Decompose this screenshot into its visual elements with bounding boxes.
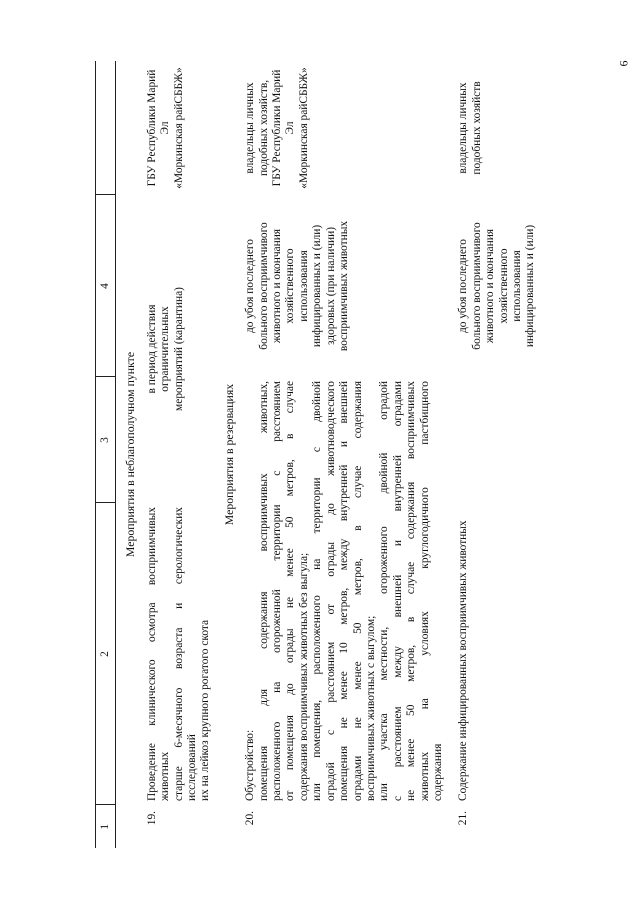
- section-heading-row: [215, 61, 242, 848]
- text-line: или помещения, расположенного на территории с двойной: [311, 381, 324, 801]
- text-line: их на лейкоз крупного рогатого скота: [199, 619, 212, 801]
- text-line: помещения не менее 10 метров, между внутренней и внешней: [338, 381, 351, 801]
- row-period: [447, 195, 539, 377]
- text-line: с расстоянием между внешней и внутренней оградами: [391, 381, 404, 801]
- text-line: «Моркинская райСББЖ»: [172, 67, 185, 189]
- text-line: Обустройство:: [244, 729, 257, 801]
- page-number: 6: [616, 60, 631, 67]
- text-line: Проведение клинического осмотра восприимчивых животных: [145, 507, 172, 801]
- text-line: больного восприимчивого: [470, 222, 483, 350]
- section-title: Мероприятия в резервациях: [221, 383, 236, 526]
- row-responsible: [144, 61, 215, 195]
- text-line: восприимчивых животных с выгулом;: [364, 615, 377, 801]
- row-description: [144, 503, 215, 805]
- column-header-3: 3: [96, 377, 116, 503]
- row-responsible: [447, 61, 539, 195]
- text-line: содержания восприимчивых животных без выгула;: [297, 552, 310, 801]
- text-line: инфицированных и (или): [524, 224, 537, 348]
- text-line: в период действия: [145, 304, 158, 394]
- text-line: восприимчивых животных: [338, 220, 351, 352]
- column-header-4: 4: [96, 195, 116, 377]
- text-line: использования: [510, 250, 523, 322]
- text-line: хозяйственного: [497, 248, 510, 324]
- text-line: ГБУ Республики Марий Эл: [271, 69, 297, 187]
- text-line: ГБУ Республики Марий Эл: [145, 69, 172, 187]
- text-line: расположенного на огороженной территории с расстоянием: [271, 381, 284, 801]
- text-line: оградой с расстоянием от ограды до животноводческого: [324, 381, 337, 801]
- text-line: животного и окончания: [271, 228, 284, 344]
- text-line: владельцы личных: [244, 82, 257, 174]
- text-line: до убоя последнего: [244, 239, 257, 333]
- text-line: или участка местности, огороженного двойной оградой: [378, 381, 391, 801]
- text-line: больного восприимчивого: [257, 222, 270, 350]
- column-header-1: 1: [96, 805, 116, 848]
- text-line: содержания: [431, 743, 444, 801]
- text-line: до убоя последнего: [457, 239, 470, 333]
- column-header-5: [96, 61, 116, 195]
- text-line: помещения для содержания восприимчивых животных,: [257, 381, 270, 801]
- text-line: оградами не менее 50 метров, в случае содержания: [351, 381, 364, 801]
- row-description: [447, 377, 539, 805]
- table-row: [144, 61, 215, 848]
- row-description: [242, 377, 447, 805]
- text-line: подобных хозяйств,: [257, 79, 270, 177]
- text-line: владельцы личных: [457, 82, 470, 174]
- row-number: 21.: [457, 811, 470, 826]
- text-line: использования: [297, 250, 310, 322]
- row-number: 20.: [244, 811, 257, 826]
- text-line: животного и окончания: [484, 228, 497, 344]
- column-header-2: 2: [96, 503, 116, 805]
- text-line: животных на условиях круглогодичного пастбищного: [418, 381, 431, 801]
- row-responsible: [242, 61, 447, 195]
- row-period: [242, 195, 447, 377]
- text-line: мероприятий (карантина): [172, 287, 185, 411]
- section-title: Мероприятия в неблагополучном пункте: [123, 351, 138, 558]
- measures-table: [95, 61, 540, 848]
- table-row: [447, 61, 539, 848]
- row-period: [144, 195, 215, 503]
- text-line: от помещения до ограды не менее 50 метров, в случае: [284, 381, 297, 801]
- text-line: инфицированных и (или): [311, 224, 324, 348]
- text-line: подобных хозяйств: [470, 81, 483, 175]
- text-line: не менее 50 метров, в случае содержания восприимчивых: [405, 381, 418, 801]
- text-line: здоровых (при наличии): [324, 226, 337, 346]
- rotated-document: [95, 61, 537, 848]
- text-line: Содержание инфицированных восприимчивых животных: [457, 520, 470, 801]
- text-line: хозяйственного: [284, 248, 297, 324]
- table-header-row: [96, 61, 116, 848]
- section-heading-row: [116, 61, 144, 848]
- text-line: ограничительных: [159, 306, 172, 392]
- text-line: «Моркинская райСББЖ»: [297, 67, 310, 189]
- text-line: старше 6-месячного возраста и серологических исследований: [172, 507, 199, 801]
- table-row: [242, 61, 447, 848]
- row-number: 19.: [145, 811, 158, 826]
